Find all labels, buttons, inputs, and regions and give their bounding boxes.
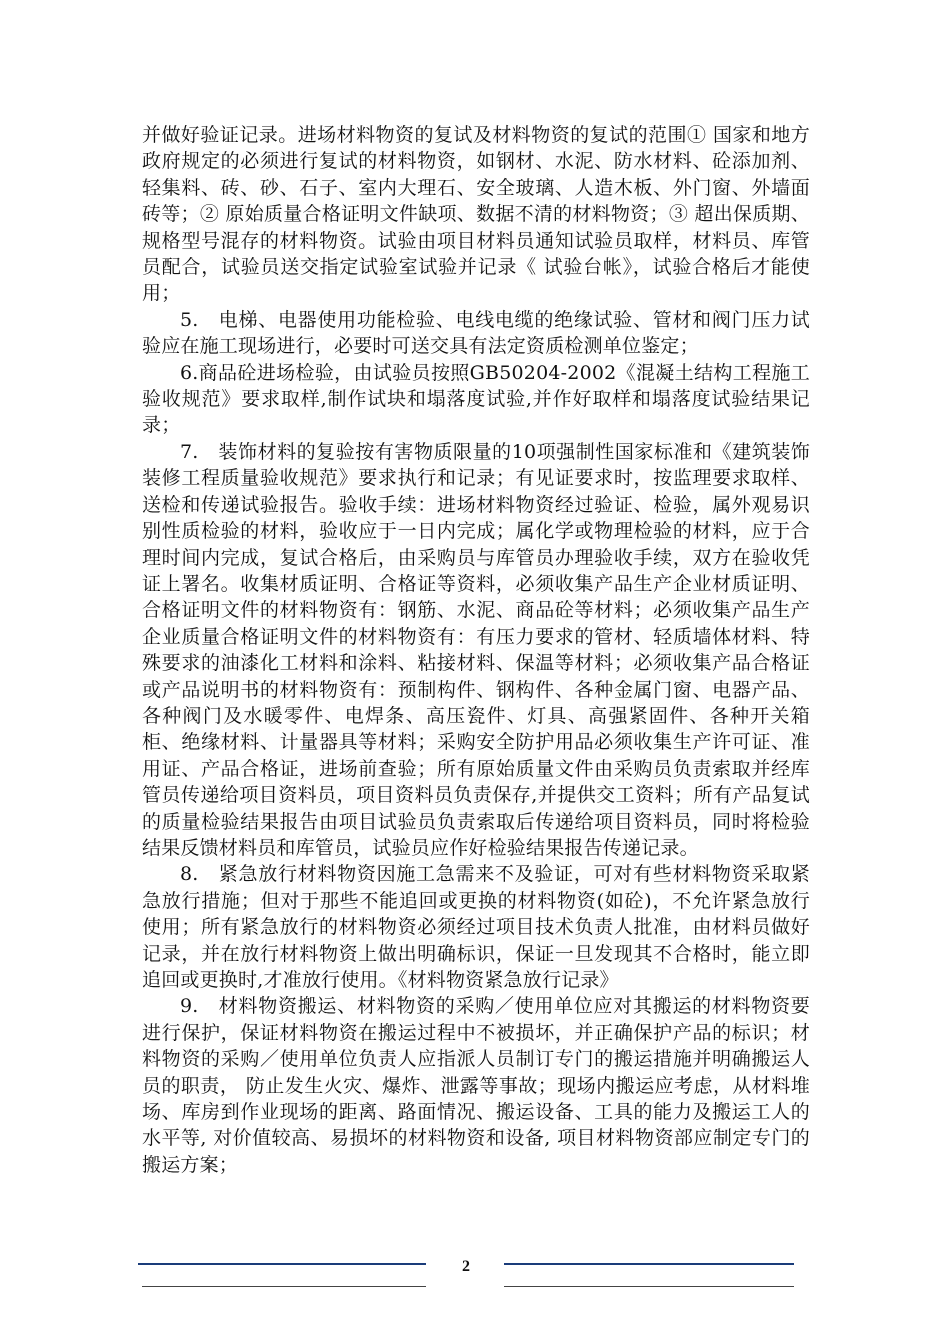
paragraph-item-5: 5. 电梯、电器使用功能检验、电线电缆的绝缘试验、管材和阀门压力试验应在施工现场进行，必要时可送交具有法定资质检测单位鉴定； <box>142 308 810 358</box>
footer-rule-left-top <box>138 1263 426 1265</box>
paragraph-item-6: 6.商品砼进场检验，由试验员按照GB50204-2002《混凝土结构工程施工验收规范》要求取样,制作试块和塌落度试验,并作好取样和塌落度试验结果记录； <box>142 361 810 437</box>
footer-rule-left-bottom <box>142 1286 426 1287</box>
paragraph-item-7: 7. 装饰材料的复验按有害物质限量的10项强制性国家标准和《建筑装饰装修工程质量验收规范》要求执行和记录；有见证要求时，按监理要求取样、送检和传递试验报告。验收手续：进场材料物资经过验证、检验，属外观易识别性质检验的材料，验收应于一日内完成；属化学或物理检验的材料，应于合理时间内完成，复试合格后，由采购员与库管员办理验收手续，双方在验收凭证上署名。收集材质证明、合格证等资料，必须收集产品生产企业材质证明、合格证明文件的材料物资有：钢筋、水泥、商品砼等材料；必须收集产品生产企业质量合格证明文件的材料物资有：有压力要求的管材、轻质墙体材料、特殊要求的油漆化工材料和涂料、粘接材料、保温等材料；必须收集产品合格证或产品说明书的材料物资有：预制构件、钢构件、各种金属门窗、电器产品、各种阀门及水暖零件、电焊条、高压瓷件、灯具、高强紧固件、各种开关箱柜、绝缘材料、计量器具等材料；采购安全防护用品必须收集生产许可证、准用证、产品合格证，进场前查验；所有原始质量文件由采购员负责索取并经库管员传递给项目资料员，项目资料员负责保存,并提供交工资料；所有产品复试的质量检验结果报告由项目试验员负责索取后传递给项目资料员，同时将检验结果反馈材料员和库管员，试验员应作好检验结果报告传递记录。 <box>142 440 810 859</box>
document-body <box>142 122 810 1178</box>
paragraph-continuation: 并做好验证记录。进场材料物资的复试及材料物资的复试的范围① 国家和地方政府规定的必须进行复试的材料物资，如钢材、水泥、防水材料、砼添加剂、轻集料、砖、砂、石子、室内大理石、安全玻璃、人造木板、外门窗、外墙面砖等；② 原始质量合格证明文件缺项、数据不清的材料物资；③ 超出保质期、规格型号混存的材料物资。试验由项目材料员通知试验员取样，材料员、库管员配合，试验员送交指定试验室试验并记录《 试验台帐》，试验合格后才能使用； <box>142 124 810 305</box>
paragraph-item-9: 9. 材料物资搬运、材料物资的采购／使用单位应对其搬运的材料物资要进行保护，保证材料物资在搬运过程中不被损坏，并正确保护产品的标识；材料物资的采购／使用单位负责人应指派人员制订专门的搬运措施并明确搬运人员的职责， 防止发生火灾、爆炸、泄露等事故；现场内搬运应考虑，从材料堆场、库房到作业现场的距离、路面情况、搬运设备、工具的能力及搬运工人的水平等, 对价值较高、易损坏的材料物资和设备, 项目材料物资部应制定专门的搬运方案； <box>142 995 810 1176</box>
paragraph-item-8: 8. 紧急放行材料物资因施工急需来不及验证，可对有些材料物资采取紧急放行措施；但对于那些不能追回或更换的材料物资(如砼)，不允许紧急放行使用；所有紧急放行的材料物资必须经过项目技术负责人批准，由材料员做好记录，并在放行材料物资上做出明确标识，保证一旦发现其不合格时，能立即追回或更换时,才准放行使用。《材料物资紧急放行记录》 <box>142 863 810 991</box>
footer-rule-right-top <box>504 1263 794 1265</box>
page-footer <box>138 1255 810 1295</box>
page-number: 2 <box>462 1258 470 1275</box>
footer-rule-right-bottom <box>504 1286 794 1287</box>
